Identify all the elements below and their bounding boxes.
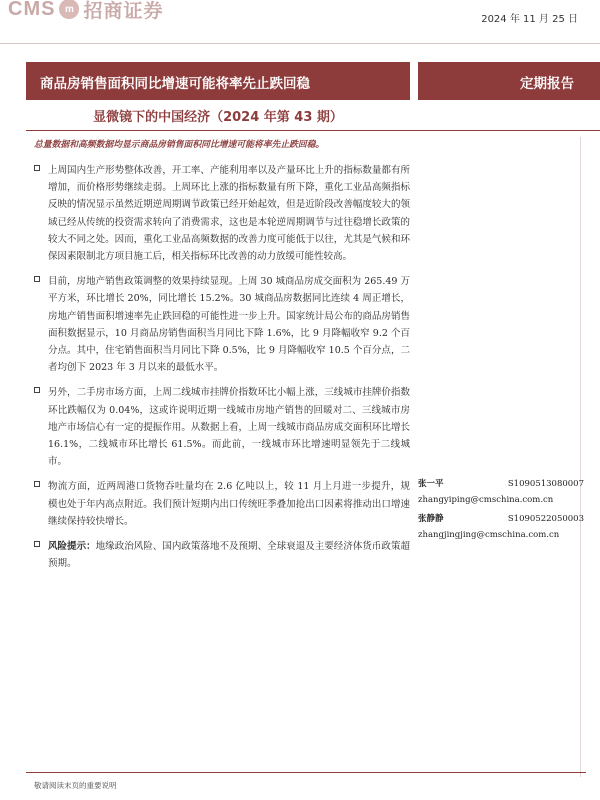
bullet-text <box>48 538 410 572</box>
report-type: 定期报告 <box>520 76 574 92</box>
bullet-square-icon <box>34 481 40 487</box>
bullet-item <box>34 273 410 376</box>
report-subtitle: 显微镜下的中国经济（2024 年第 43 期） <box>93 110 343 125</box>
report-title: 商品房销售面积同比增速可能将率先止跌回稳 <box>40 76 310 92</box>
analyst-entry <box>418 511 584 543</box>
bullet-body: 目前，房地产销售政策调整的效果持续显现。上周 30 城商品房成交面积为 265.49 万平方米，环比增长 20%，同比增长 15.2%。30 城商品房数据同比连续 4 周正增长，房地产销售面积增速率先止跌回稳的可能性进一步上升。国家统计局公布的商品房销售面积数据显示，10 月商品房销售面积当月同比下降 1.6%，比 9 月降幅收窄 9.2 个百分点。其中，住宅销售面积当月同比下降 0.5%，比 9 月降幅收窄 10.5 个百分点，二者均创下 2023 年 3 月以来的最低水平。 <box>48 276 410 374</box>
bullet-item <box>34 162 410 265</box>
bullet-body: 另外，二手房市场方面，上周二线城市挂牌价指数环比小幅上涨，三线城市挂牌价指数环比跌幅仅为 0.04%，这或许说明近期一线城市房地产销售的回暖对二、三线城市房地产市场信心有一定的提振作用。从数据上看，上周一线城市商品房成交面积环比增长 16.1%，二线城市环比增长 61.5%。而此前，一线城市环比增速明显领先于二线城市。 <box>48 387 410 468</box>
report-date: 2024 年 11 月 25 日 <box>481 14 578 25</box>
bullet-text <box>48 162 410 265</box>
risk-warning-item <box>34 538 410 572</box>
bullet-body: 上周国内生产形势整体改善，开工率、产能利用率以及产量环比上升的指标数量都有所增加，而价格形势继续走弱。上周环比上涨的指标数量有所下降，重化工业品高频指标反映的情况显示虽然近期逆周期调节政策已经开始起效，但是近阶段改善幅度较大的领域已经从传统的投资需求转向了消费需求，这也是本轮逆周期调节与过往稳增长政策的较大不同之处。因而，重化工业品高频数据的改善力度可能低于以往，尤其是气候和环保因素限制北方项目施工后，相关指标环比改善的动力放缓可能性较高。 <box>48 165 410 263</box>
bullet-text <box>48 384 410 470</box>
bullet-body: 物流方面，近两周港口货物吞吐量均在 2.6 亿吨以上，较 11 月上月进一步提升，规模也处于年内高点附近。我们预计短期内出口传统旺季叠加抢出口因素将推动出口增速继续保持较快增长。 <box>48 481 410 527</box>
logo-latin-text: CMS <box>8 0 56 20</box>
logo-badge-icon <box>59 0 79 19</box>
analyst-certificate: S1090513080007 <box>507 479 584 489</box>
right-column-divider <box>580 137 581 777</box>
risk-warning-label: 风险提示： <box>48 541 96 553</box>
bullet-square-icon <box>34 276 40 282</box>
analyst-name: 张一平 <box>418 479 444 489</box>
analyst-name: 张静静 <box>418 514 444 524</box>
footer-divider <box>26 772 586 773</box>
bullet-text <box>48 273 410 376</box>
analyst-email[interactable]: zhangjingjing@cmschina.com.cn <box>418 530 560 540</box>
company-logo <box>8 0 163 24</box>
logo-chinese-text: 招商证券 <box>83 0 164 22</box>
summary-divider <box>26 130 600 131</box>
report-type-banner <box>418 62 600 100</box>
report-body <box>34 162 410 580</box>
bullet-text <box>48 478 410 530</box>
summary-line: 总量数据和高频数据均显示商品房销售面积同比增速可能将率先止跌回稳。 <box>34 140 325 150</box>
title-banner <box>26 62 410 100</box>
analyst-email[interactable]: zhangyiping@cmschina.com.cn <box>418 495 554 505</box>
bullet-square-icon <box>34 541 40 547</box>
analyst-entry <box>418 476 584 508</box>
header-divider <box>0 43 600 44</box>
risk-warning-body: 地缘政治风险、国内政策落地不及预期、全球衰退及主要经济体货币政策超预期。 <box>48 541 410 570</box>
footer-note: 敬请阅读末页的重要说明 <box>34 781 117 790</box>
bullet-square-icon <box>34 387 40 393</box>
analyst-certificate: S1090522050003 <box>507 514 584 524</box>
logo-badge-letter: m <box>65 3 74 15</box>
bullet-item <box>34 384 410 470</box>
bullet-square-icon <box>34 165 40 171</box>
analyst-list <box>418 476 584 546</box>
bullet-item <box>34 478 410 530</box>
